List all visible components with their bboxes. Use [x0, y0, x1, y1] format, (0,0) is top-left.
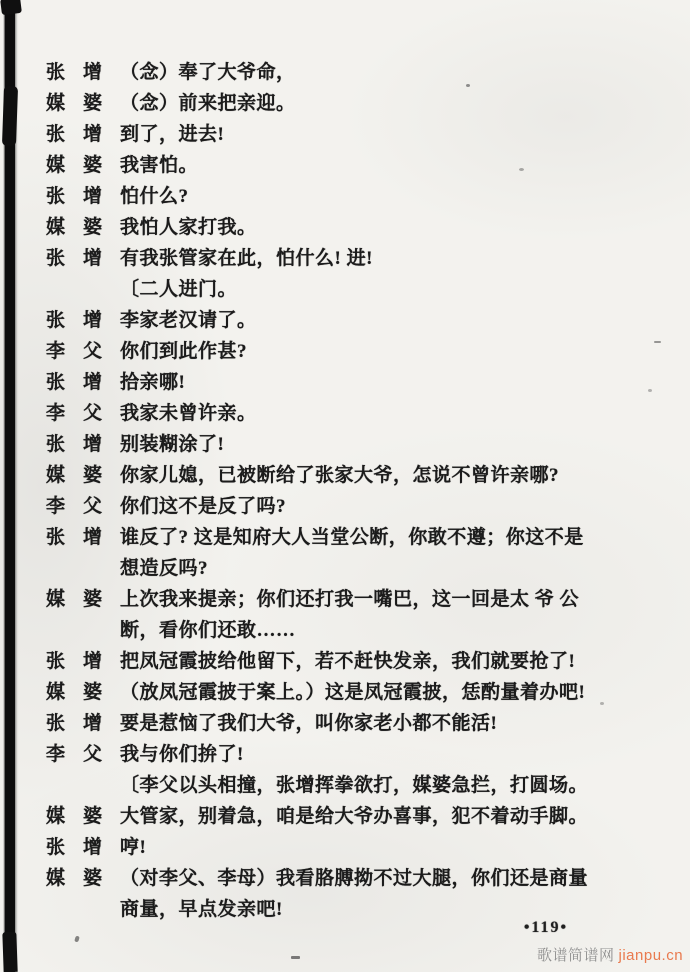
speaker-char: 婆 — [82, 868, 102, 889]
line-text: 我怕人家打我。 — [120, 217, 257, 238]
speaker-name — [46, 522, 102, 553]
line-text: 谁反了? 这是知府大人当堂公断，你敢不遵；你这不是 — [120, 527, 584, 548]
speaker-name — [46, 460, 102, 491]
speaker-name — [46, 429, 102, 460]
speaker-char: 婆 — [82, 155, 102, 176]
speaker-char: 婆 — [82, 217, 102, 238]
script-line — [46, 646, 672, 677]
line-text: 哼! — [120, 837, 147, 858]
book-binding-edge-foot — [2, 932, 17, 972]
stage-direction-line — [46, 274, 672, 305]
line-text: 李家老汉请了。 — [120, 310, 257, 331]
line-text: 你家儿媳，已被断给了张家大爷，怎说不曾许亲哪? — [120, 465, 560, 486]
speaker-char: 婆 — [82, 589, 102, 610]
speaker-name — [46, 646, 102, 677]
speaker-char: 婆 — [82, 682, 102, 703]
speaker-name — [46, 398, 102, 429]
scan-speck — [654, 341, 661, 343]
line-text: 拾亲哪! — [120, 372, 186, 393]
speaker-name — [46, 739, 102, 770]
speaker-name — [46, 708, 102, 739]
line-text: （念）前来把亲迎。 — [120, 93, 296, 114]
line-text: 别装糊涂了! — [120, 434, 225, 455]
speaker-name — [46, 119, 102, 150]
speaker-char: 增 — [82, 372, 102, 393]
script-line — [46, 677, 672, 708]
speaker-name — [46, 584, 102, 615]
speaker-char: 增 — [82, 527, 102, 548]
speaker-name — [46, 243, 102, 274]
script-line — [46, 615, 672, 646]
script-line — [46, 832, 672, 863]
watermark-site-name: 歌谱简谱网 — [537, 947, 615, 964]
script-line — [46, 398, 672, 429]
speaker-name — [46, 863, 102, 894]
line-text: 怕什么? — [120, 186, 189, 207]
script-line — [46, 708, 672, 739]
speaker-char: 李 — [46, 341, 66, 362]
speaker-name — [46, 832, 102, 863]
script-line — [46, 181, 672, 212]
speaker-name — [46, 212, 102, 243]
speaker-char: 张 — [46, 310, 66, 331]
line-text: （对李父、李母）我看胳膊拗不过大腿，你们还是商量 — [120, 868, 589, 889]
scan-speck — [648, 389, 652, 392]
script-line — [46, 367, 672, 398]
scan-speck — [466, 84, 470, 87]
speaker-char: 媒 — [46, 465, 66, 486]
script-line — [46, 553, 672, 584]
scan-speck — [519, 168, 524, 171]
line-text: 我家未曾许亲。 — [120, 403, 257, 424]
scan-speck — [291, 956, 300, 959]
speaker-name — [46, 181, 102, 212]
speaker-char: 增 — [82, 310, 102, 331]
line-text: 要是惹恼了我们大爷，叫你家老小都不能活! — [120, 713, 498, 734]
page-number: •119• — [523, 919, 569, 936]
line-text: 我与你们拚了! — [120, 744, 244, 765]
scan-speck — [600, 702, 604, 705]
speaker-char: 媒 — [46, 217, 66, 238]
speaker-name — [46, 801, 102, 832]
scan-speck — [74, 936, 80, 943]
speaker-char: 婆 — [82, 806, 102, 827]
speaker-char: 张 — [46, 124, 66, 145]
speaker-char: 父 — [82, 744, 102, 765]
script-line — [46, 739, 672, 770]
speaker-char: 媒 — [46, 868, 66, 889]
speaker-char: 媒 — [46, 806, 66, 827]
speaker-char: 增 — [82, 62, 102, 83]
line-text: 〔李父以头相撞，张增挥拳欲打，媒婆急拦，打圆场。 — [120, 775, 589, 796]
book-binding-edge — [5, 0, 15, 972]
script-line — [46, 150, 672, 181]
speaker-char: 增 — [82, 124, 102, 145]
line-text: 〔二人进门。 — [120, 279, 238, 300]
line-text: 有我张管家在此，怕什么! 进! — [120, 248, 373, 269]
script-line — [46, 801, 672, 832]
watermark-domain: jianpu.cn — [618, 947, 684, 964]
speaker-name — [46, 305, 102, 336]
line-text: 把凤冠霞披给他留下，若不赶快发亲，我们就要抢了! — [120, 651, 576, 672]
stage-direction-line — [46, 770, 672, 801]
watermark — [537, 944, 683, 965]
script-line — [46, 584, 672, 615]
script-line — [46, 119, 672, 150]
speaker-char: 增 — [82, 248, 102, 269]
speaker-char: 增 — [82, 837, 102, 858]
speaker-char: 媒 — [46, 93, 66, 114]
script-line — [46, 429, 672, 460]
script-line — [46, 336, 672, 367]
speaker-char: 张 — [46, 186, 66, 207]
script-line — [46, 305, 672, 336]
line-text: （念）奉了大爷命， — [120, 62, 296, 83]
line-text: 断，看你们还敢…… — [120, 620, 296, 641]
speaker-char: 张 — [46, 651, 66, 672]
speaker-name — [46, 88, 102, 119]
line-text: 上次我来提亲；你们还打我一嘴巴，这一回是太 爷 公 — [120, 589, 580, 610]
speaker-char: 张 — [46, 837, 66, 858]
script-line — [46, 460, 672, 491]
speaker-name — [46, 57, 102, 88]
speaker-char: 张 — [46, 434, 66, 455]
speaker-char: 张 — [46, 372, 66, 393]
speaker-char: 增 — [82, 651, 102, 672]
speaker-name — [46, 150, 102, 181]
speaker-name — [46, 491, 102, 522]
line-text: 你们这不是反了吗? — [120, 496, 287, 517]
speaker-char: 李 — [46, 403, 66, 424]
speaker-name — [46, 677, 102, 708]
speaker-char: 父 — [82, 403, 102, 424]
line-text: 我害怕。 — [120, 155, 199, 176]
speaker-char: 媒 — [46, 155, 66, 176]
speaker-char: 增 — [82, 434, 102, 455]
speaker-char: 父 — [82, 496, 102, 517]
speaker-char: 李 — [46, 744, 66, 765]
speaker-char: 婆 — [82, 465, 102, 486]
speaker-name — [46, 336, 102, 367]
line-text: 想造反吗? — [120, 558, 209, 579]
speaker-char: 媒 — [46, 589, 66, 610]
speaker-char: 张 — [46, 62, 66, 83]
line-text: （放凤冠霞披于案上。）这是凤冠霞披，恁酌量着办吧! — [120, 682, 586, 703]
speaker-name — [46, 367, 102, 398]
script-lines — [46, 57, 672, 925]
script-line — [46, 212, 672, 243]
speaker-char: 媒 — [46, 682, 66, 703]
script-line — [46, 491, 672, 522]
speaker-char: 增 — [82, 713, 102, 734]
speaker-char: 张 — [46, 248, 66, 269]
script-line — [46, 522, 672, 553]
script-line — [46, 243, 672, 274]
script-line — [46, 88, 672, 119]
speaker-char: 李 — [46, 496, 66, 517]
line-text: 你们到此作甚? — [120, 341, 248, 362]
speaker-char: 父 — [82, 341, 102, 362]
speaker-char: 增 — [82, 186, 102, 207]
speaker-char: 婆 — [82, 93, 102, 114]
line-text: 大管家，别着急，咱是给大爷办喜事，犯不着动手脚。 — [120, 806, 589, 827]
speaker-char: 张 — [46, 527, 66, 548]
script-line — [46, 863, 672, 894]
line-text: 商量，早点发亲吧! — [120, 899, 283, 920]
script-line — [46, 57, 672, 88]
line-text: 到了，进去! — [120, 124, 225, 145]
speaker-char: 张 — [46, 713, 66, 734]
